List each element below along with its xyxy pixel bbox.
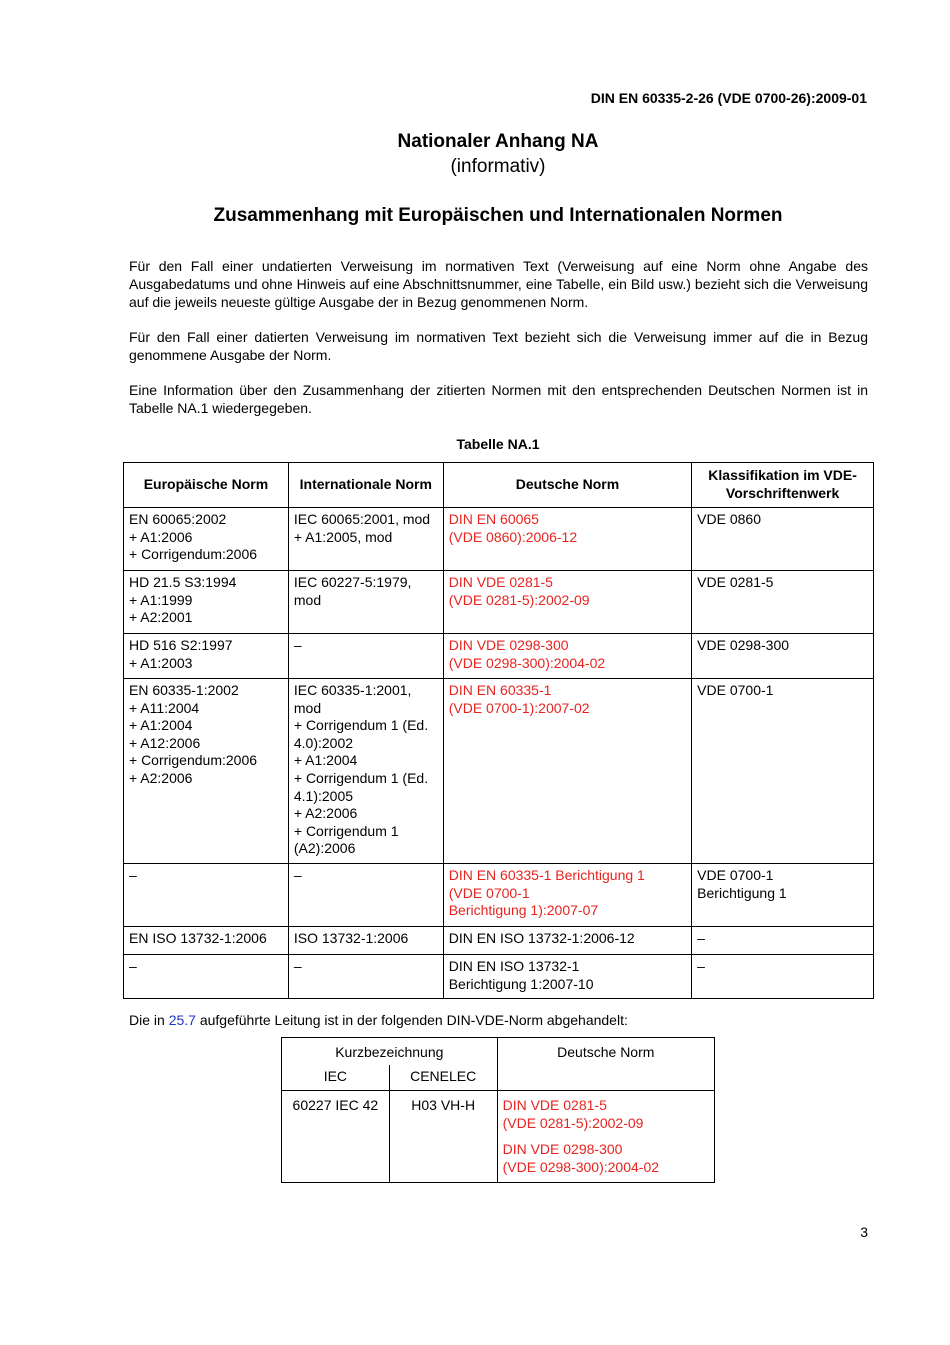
international-norm-cell: – [288,634,443,679]
german-norm-cell: DIN EN ISO 13732-1:2006-12 [443,927,691,955]
table-row [124,634,874,679]
table-row [124,864,874,927]
classification-cell: VDE 0700-1 [692,679,874,864]
german-norm-cell: DIN VDE 0298-300 (VDE 0298-300):2004-02 [443,634,691,679]
european-norm-cell: HD 21.5 S3:1994 + A1:1999 + A2:2001 [124,571,289,634]
german-norm-cell: DIN EN 60335-1 (VDE 0700-1):2007-02 [443,679,691,864]
german-norm-cell: DIN EN ISO 13732-1 Berichtigung 1:2007-10 [443,955,691,999]
european-norm-cell: – [124,864,289,927]
international-norm-cell: IEC 60065:2001, mod + A1:2005, mod [288,508,443,571]
table-row [124,955,874,999]
cable-row [282,1091,715,1183]
classification-cell: VDE 0700-1 Berichtigung 1 [692,864,874,927]
annex-type: (informativ) [450,156,546,177]
header-iec: IEC [282,1065,390,1091]
cable-note [129,1012,628,1028]
header-european-norm: Europäische Norm [124,463,289,508]
table-row [124,927,874,955]
cable-norm-1: DIN VDE 0281-5 (VDE 0281-5):2002-09 [502,1097,644,1131]
page-number: 3 [860,1224,868,1240]
note-text-after: aufgeführte Leitung ist in der folgenden DIN-VDE-Norm abgehandelt: [195,1012,628,1028]
header-german-norm: Deutsche Norm [443,463,691,508]
german-norm-cell: DIN VDE 0281-5 (VDE 0281-5):2002-09 [443,571,691,634]
header-cable-german-norm: Deutsche Norm [497,1038,714,1091]
european-norm-cell: EN 60065:2002 + A1:2006 + Corrigendum:2006 [124,508,289,571]
table-header-row [124,463,874,508]
paragraph-dated-reference: Für den Fall einer datierten Verweisung im normativen Text bezieht sich die Verweisung immer auf die in Bezug genommene Ausgabe der Norm. [129,329,868,363]
paragraph-table-info: Eine Information über den Zusammenhang der zitierten Normen mit den entsprechenden Deutschen Normen ist in Tabelle NA.1 wiedergegeben. [129,382,868,416]
cable-norm-2: DIN VDE 0298-300 (VDE 0298-300):2004-02 [502,1141,660,1175]
table-row [124,508,874,571]
cable-cenelec: H03 VH-H [389,1091,497,1183]
header-classification: Klassifikation im VDE-Vorschriftenwerk [692,463,874,508]
european-norm-cell: EN 60335-1:2002 + A11:2004 + A1:2004 + A12:2006 + Corrigendum:2006 + A2:2006 [124,679,289,864]
german-norm-cell: DIN EN 60065 (VDE 0860):2006-12 [443,508,691,571]
table-row [124,679,874,864]
classification-cell: – [692,955,874,999]
international-norm-cell: – [288,955,443,999]
annex-title: Nationaler Anhang NA [397,131,599,152]
norms-table-body [124,508,874,999]
header-cenelec: CENELEC [389,1065,497,1091]
international-norm-cell: IEC 60227-5:1979, mod [288,571,443,634]
european-norm-cell: – [124,955,289,999]
document-header: DIN EN 60335-2-26 (VDE 0700-26):2009-01 [590,90,867,106]
international-norm-cell: – [288,864,443,927]
norms-table [123,462,874,999]
header-short-designation: Kurzbezeichnung [282,1038,498,1065]
paragraph-undated-reference: Für den Fall einer undatierten Verweisung im normativen Text (Verweisung auf eine Norm ohne Angabe des Ausgabedatums und ohne Hinweis auf eine Abschnittsnummer, eine Tabelle, ein Bild usw.) bezieht sich die Verweisung auf die jeweils neueste gültige Ausgabe der in Bezug genommenen Norm. [129,258,868,310]
cable-german-norms [497,1091,714,1183]
classification-cell: VDE 0860 [692,508,874,571]
cable-iec: 60227 IEC 42 [282,1091,390,1183]
table-caption: Tabelle NA.1 [456,436,540,452]
classification-cell: VDE 0281-5 [692,571,874,634]
european-norm-cell: EN ISO 13732-1:2006 [124,927,289,955]
classification-cell: – [692,927,874,955]
german-norm-cell: DIN EN 60335-1 Berichtigung 1 (VDE 0700-1 Berichtigung 1):2007-07 [443,864,691,927]
international-norm-cell: ISO 13732-1:2006 [288,927,443,955]
section-link-25-7[interactable]: 25.7 [168,1012,196,1028]
cable-header-row [282,1038,715,1065]
section-heading: Zusammenhang mit Europäischen und Internationalen Normen [213,205,783,226]
international-norm-cell: IEC 60335-1:2001, mod + Corrigendum 1 (Ed. 4.0):2002 + A1:2004 + Corrigendum 1 (Ed. 4.1):2005 + A2:2006 + Corrigendum 1 (A2):2006 [288,679,443,864]
cable-table [281,1037,715,1183]
table-row [124,571,874,634]
header-international-norm: Internationale Norm [288,463,443,508]
european-norm-cell: HD 516 S2:1997 + A1:2003 [124,634,289,679]
classification-cell: VDE 0298-300 [692,634,874,679]
note-text-before: Die in [129,1012,169,1028]
